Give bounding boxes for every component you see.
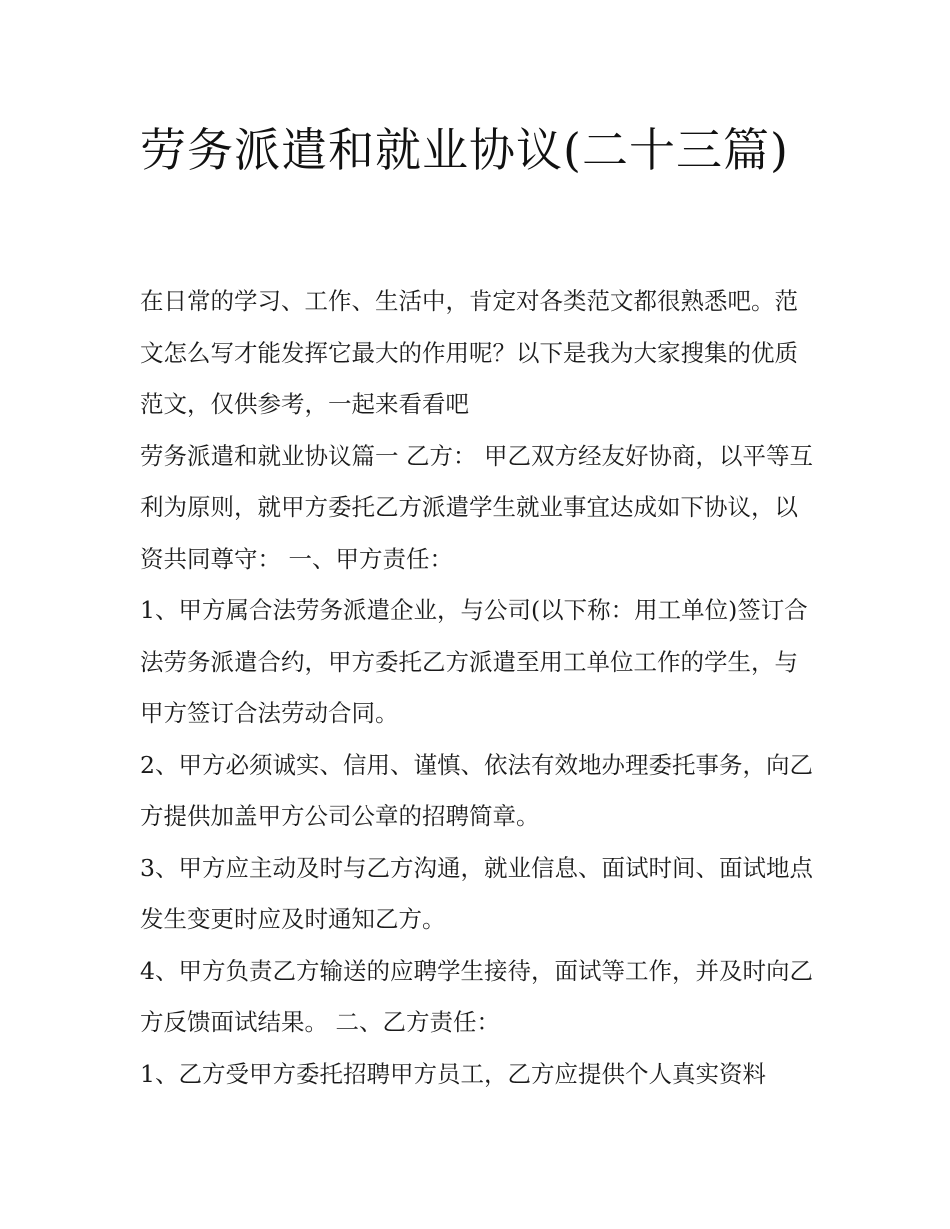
paragraph-party-a-clause-3: 3、甲方应主动及时与乙方沟通，就业信息、面试时间、面试地点发生变更时应及时通知乙方。 <box>140 853 813 933</box>
document-title: 劳务派遣和就业协议(二十三篇) <box>140 123 789 177</box>
document-body <box>140 276 820 1100</box>
paragraph-party-a-clause-1: 1、甲方属合法劳务派遣企业，与公司(以下称：用工单位)签订合法劳务派遣合约，甲方委托乙方派遣至用工单位工作的学生，与甲方签订合法劳动合同。 <box>140 596 808 727</box>
paragraph-intro: 在日常的学习、工作、生活中，肯定对各类范文都很熟悉吧。范文怎么写才能发挥它最大的作用呢？以下是我为大家搜集的优质范文，仅供参考，一起来看看吧 <box>140 287 798 418</box>
paragraph-party-a-clause-2: 2、甲方必须诚实、信用、谨慎、依法有效地办理委托事务，向乙方提供加盖甲方公司公章的招聘简章。 <box>140 750 813 830</box>
paragraph-party-b-clause-1: 1、乙方受甲方委托招聘甲方员工，乙方应提供个人真实资料 <box>140 1059 766 1088</box>
paragraph-agreement-opening: 劳务派遣和就业协议篇一 乙方： 甲乙双方经友好协商，以平等互利为原则，就甲方委托乙方派遣学生就业事宜达成如下协议，以资共同尊守： 一、甲方责任： <box>140 441 813 573</box>
paragraph-party-a-clause-4: 4、甲方负责乙方输送的应聘学生接待，面试等工作，并及时向乙方反馈面试结果。 二、乙方责任： <box>140 956 813 1036</box>
